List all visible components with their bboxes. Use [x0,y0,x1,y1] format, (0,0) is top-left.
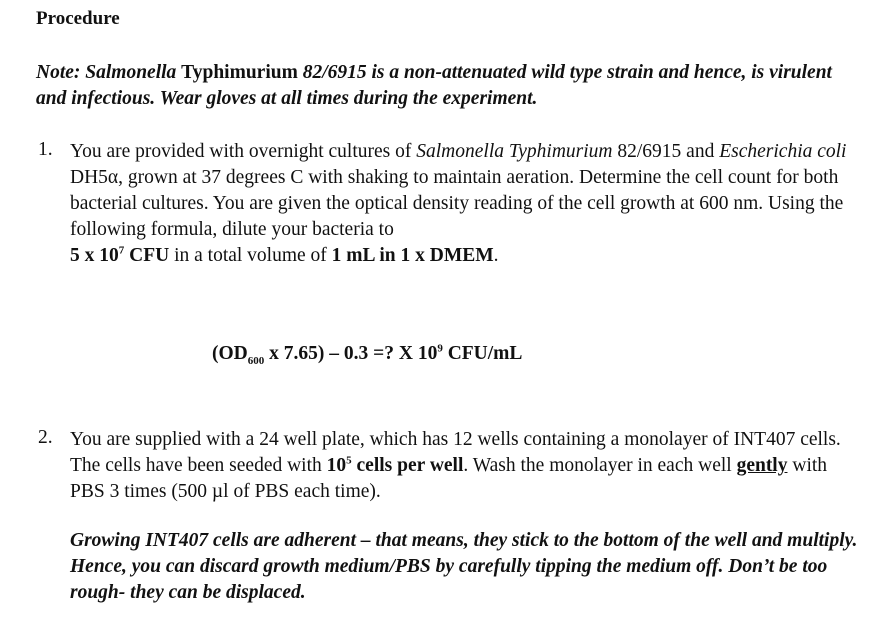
adherent-cells-note: Growing INT407 cells are adherent – that means, they stick to the bottom of the well and multiply. Hence, you can discard growth medium/PBS by carefully tipping the medium off. Don’t be too rough- they can be displaced. [70,530,858,603]
volume-end: . [493,245,499,266]
step-number: 1. [38,139,53,160]
procedure-heading: Procedure [36,8,120,29]
step-1-intro: You are provided with overnight cultures of [70,141,412,162]
safety-note [36,60,866,112]
step-2-mid: . Wash the monolayer in each well [463,455,732,476]
organism-salmonella: Salmonella Typhimurium [416,141,613,162]
dose-value: 5 x $10^7$ CFU [70,244,170,266]
step-1-rest: DH5α, grown at 37 degrees C with shaking to maintain aeration. Determine the cell count for both bacterial cultures. You are given the optical density reading of the cell growth at 600 nm. Using the following formula, dilute your bacteria to [70,167,844,240]
step-2-intro: You are supplied with a 24 well plate, which has 12 wells containing a monolayer of INT407 cells. The cells have been seeded with [70,429,841,476]
cell-density: $10^5$ cells per well [326,454,464,476]
gently-emphasis: gently [736,455,788,476]
step-2-text [70,427,860,505]
note-lead: Note: Salmonella [36,62,177,83]
volume-value: 1 mL in 1 x DMEM [331,245,494,266]
organism-ecoli: Escherichia coli [719,141,847,162]
volume-prefix: in a total volume of [174,245,327,266]
step-2-rest: with PBS 3 times (500 µl of PBS each time). [70,455,828,502]
step-1-text [70,139,860,269]
od-formula: ($OD_{600}$ x 7.65) – 0.3 =? X $10^9$ CFU/mL [212,342,523,367]
note-rest: 82/6915 is a non-attenuated wild type strain and hence, is virulent and infectious. Wear gloves at all times during the experiment. [36,62,832,109]
step-number: 2. [38,427,53,448]
step-1-mid: 82/6915 and [617,141,715,162]
note-strain-name: Typhimurium [181,62,298,83]
